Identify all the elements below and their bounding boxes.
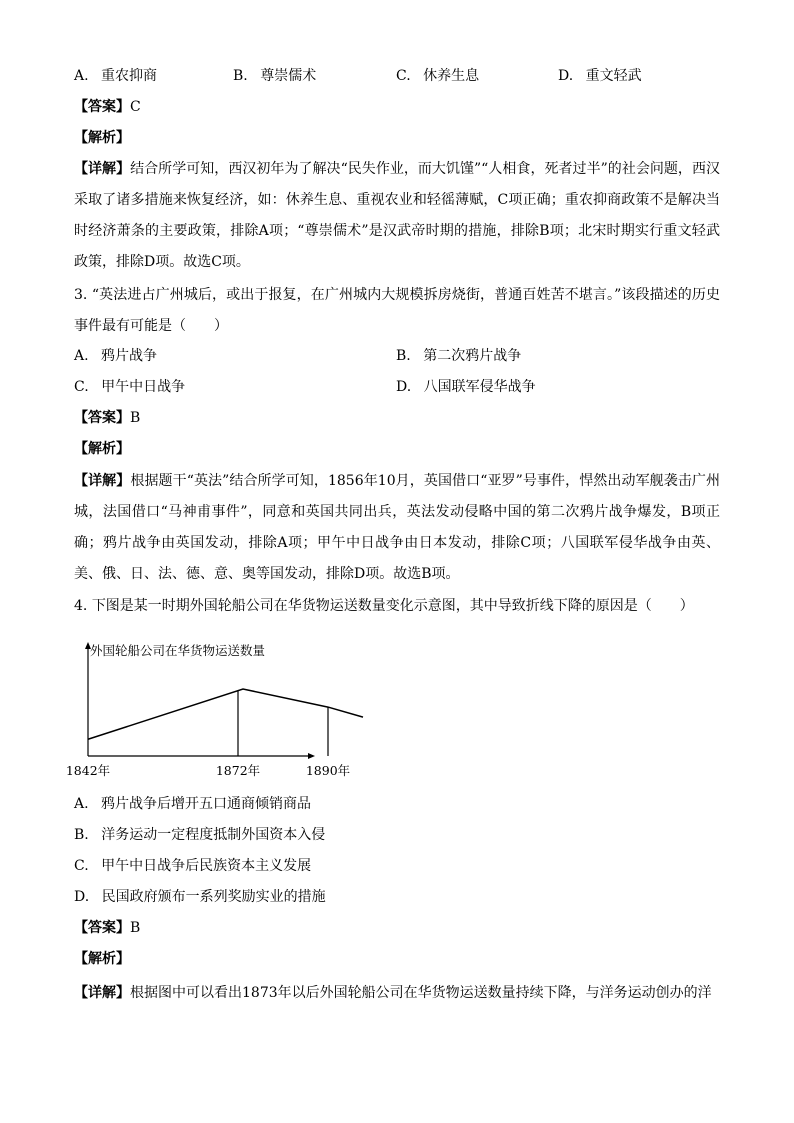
option-text: 鸦片战争: [101, 348, 158, 364]
q4-stem: [74, 596, 694, 616]
answer-value: B: [130, 920, 141, 936]
option-text: 鸦片战争后增开五口通商倾销商品: [101, 796, 312, 812]
answer-value: C: [130, 99, 141, 115]
q3-detail: [74, 466, 720, 590]
question-number: 4.: [74, 598, 88, 614]
option-text: 重农抑商: [101, 68, 158, 84]
chart-ylabel: 外国轮船公司在华货物运送数量: [90, 643, 266, 658]
option-label: D.: [558, 68, 574, 84]
option-text: 甲午中日战争后民族资本主义发展: [101, 858, 312, 874]
q4-option-b: [74, 825, 325, 845]
q4-answer: [74, 918, 140, 938]
q2-option-a: [74, 66, 157, 86]
q4-option-d: [74, 887, 326, 907]
option-text: 尊崇儒术: [260, 68, 317, 84]
answer-value: B: [130, 410, 141, 426]
detail-text: 结合所学可知，西汉初年为了解决“民失作业，而大饥馑”“人相食，死者过半”的社会问题，西汉采取了诸多措施来恢复经济，如：休养生息、重视农业和轻徭薄赋，C项正确；重农抑商政策不是解决当时经济萧条的主要政策，排除A项；“尊崇儒术”是汉武帝时期的措施，排除B项；北宋时期实行重文轻武政策，排除D项。故选C项。: [74, 161, 720, 270]
detail-label: 【详解】: [74, 473, 131, 489]
option-text: 第二次鸦片战争: [423, 348, 522, 364]
option-label: C.: [74, 858, 89, 874]
option-text: 民国政府颁布一系列奖励实业的措施: [101, 889, 326, 905]
option-label: B.: [233, 68, 248, 84]
option-text: 休养生息: [423, 68, 480, 84]
q4-analysis-label: 【解析】: [74, 951, 130, 967]
option-label: B.: [396, 348, 411, 364]
answer-label: 【答案】: [74, 410, 130, 426]
option-text: 洋务运动一定程度抵制外国资本入侵: [101, 827, 326, 843]
q2-option-d: [558, 66, 642, 86]
detail-text: 根据图中可以看出1873年以后外国轮船公司在华货物运送数量持续下降，与洋务运动创办的洋: [130, 985, 712, 1001]
q3-stem: [74, 280, 720, 342]
answer-label: 【答案】: [74, 920, 130, 936]
q2-option-c: [396, 66, 479, 86]
detail-text: 根据题干“英法”结合所学可知，1856年10月，英国借口“亚罗”号事件，悍然出动军舰袭击广州城，法国借口“马神甫事件”，同意和英国共同出兵，英法发动侵略中国的第二次鸦片战争爆发，B项正确；鸦片战争由英国发动，排除A项；甲午中日战争由日本发动，排除C项；八国联军侵华战争由英、美、俄、日、法、德、意、奥等国发动，排除D项。故选B项。: [74, 473, 721, 582]
option-label: D.: [396, 379, 412, 395]
x-tick-label: 1842年: [65, 763, 111, 778]
q3-option-a: [74, 346, 157, 366]
option-text: 八国联军侵华战争: [423, 379, 536, 395]
option-label: C.: [396, 68, 411, 84]
q3-analysis-label: 【解析】: [74, 441, 130, 457]
q4-option-c: [74, 856, 311, 876]
q4-detail: [74, 983, 720, 1003]
q2-detail: [74, 154, 720, 278]
option-label: B.: [74, 827, 89, 843]
option-text: 甲午中日战争: [101, 379, 186, 395]
q3-option-b: [396, 346, 521, 366]
detail-label: 【详解】: [74, 985, 130, 1001]
question-text: 下图是某一时期外国轮船公司在华货物运送数量变化示意图，其中导致折线下降的原因是（ ）: [91, 598, 694, 614]
series-line: [88, 689, 363, 739]
option-text: 重文轻武: [585, 68, 642, 84]
shipping-chart: [65, 636, 351, 786]
question-number: 3.: [74, 287, 88, 303]
answer-label: 【答案】: [74, 99, 130, 115]
q2-analysis-label: 【解析】: [74, 130, 130, 146]
x-axis-arrow: [308, 753, 315, 759]
option-label: C.: [74, 379, 89, 395]
q3-option-d: [396, 377, 536, 397]
q3-answer: [74, 408, 140, 428]
option-label: A.: [74, 68, 89, 84]
q4-option-a: [74, 794, 311, 814]
x-tick-label: 1890年: [305, 763, 351, 778]
detail-label: 【详解】: [74, 161, 131, 177]
question-text: “英法进占广州城后，或出于报复，在广州城内大规模拆房烧街，普通百姓苦不堪言。”该段描述的历史事件最有可能是（ ）: [74, 287, 721, 334]
option-label: A.: [74, 796, 89, 812]
q2-option-b: [233, 66, 316, 86]
q3-option-c: [74, 377, 185, 397]
option-label: D.: [74, 889, 90, 905]
option-label: A.: [74, 348, 89, 364]
q2-answer: [74, 97, 141, 117]
x-tick-label: 1872年: [215, 763, 261, 778]
